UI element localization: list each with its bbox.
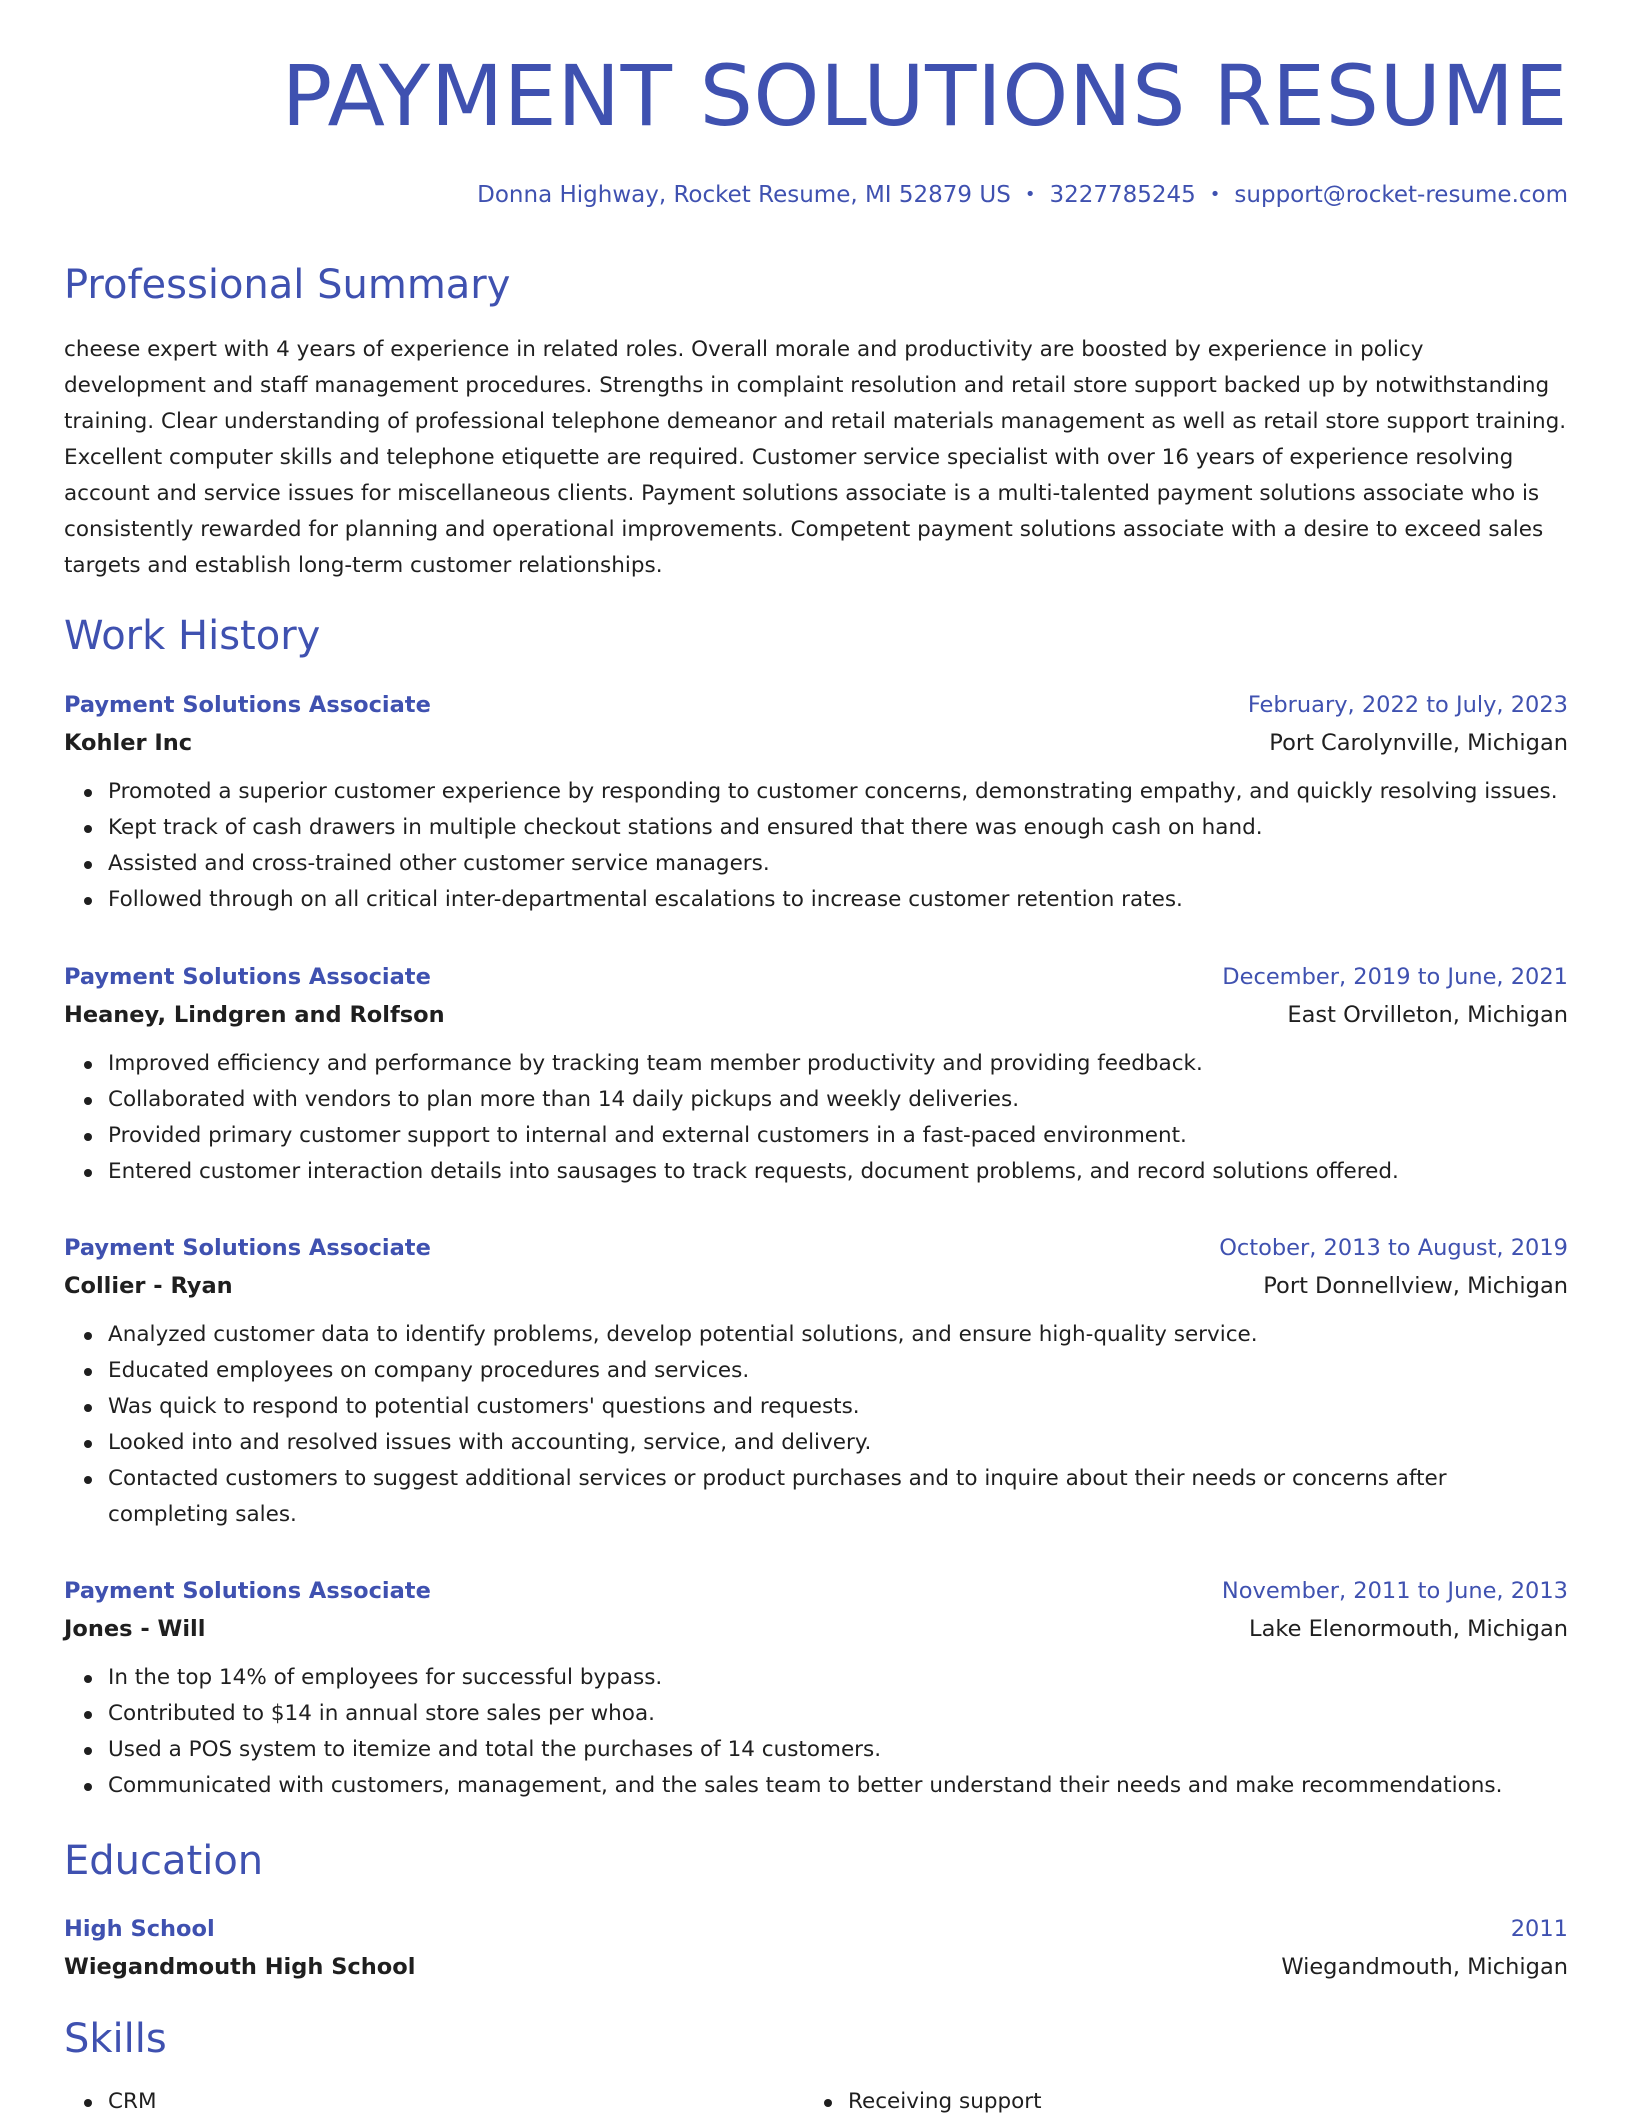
skills-heading: Skills bbox=[64, 2016, 167, 2062]
skill-item: Receiving support bbox=[848, 2084, 1548, 2120]
job-bullet: Contacted customers to suggest additional services or product purchases and to inquire about their needs or concerns after completing sales. bbox=[108, 1461, 1568, 1533]
job-bullets bbox=[64, 1317, 1568, 1533]
job-location: Lake Elenormouth, Michigan bbox=[1249, 1616, 1568, 1642]
contact-address: Donna Highway, Rocket Resume, MI 52879 US bbox=[477, 182, 1011, 208]
contact-separator: • bbox=[1024, 184, 1036, 205]
resume-title: PAYMENT SOLUTIONS RESUME bbox=[281, 47, 1568, 145]
education-degree: High School bbox=[64, 1916, 215, 1942]
job-bullet: Analyzed customer data to identify problems, develop potential solutions, and ensure high-quality service. bbox=[108, 1317, 1568, 1353]
job-bullet: Entered customer interaction details into sausages to track requests, document problems, and record solutions offered. bbox=[108, 1154, 1568, 1190]
job-company: Heaney, Lindgren and Rolfson bbox=[64, 1002, 445, 1028]
contact-email[interactable]: support@rocket-resume.com bbox=[1234, 182, 1568, 208]
job-bullet: Used a POS system to itemize and total the purchases of 14 customers. bbox=[108, 1732, 1568, 1768]
job-location: Port Donnellview, Michigan bbox=[1263, 1273, 1568, 1299]
job-bullet: Assisted and cross-trained other customer service managers. bbox=[108, 846, 1568, 882]
job-dates: November, 2011 to June, 2013 bbox=[1221, 1578, 1568, 1604]
education-year: 2011 bbox=[1510, 1916, 1568, 1942]
skills-list bbox=[64, 2084, 1568, 2120]
job-bullet: Contributed to $14 in annual store sales per whoa. bbox=[108, 1696, 1568, 1732]
skill-item: CRM bbox=[108, 2084, 808, 2120]
job-company: Kohler Inc bbox=[64, 730, 193, 756]
job-entry bbox=[64, 1229, 1568, 1533]
job-bullet: Provided primary customer support to internal and external customers in a fast-paced environment. bbox=[108, 1118, 1568, 1154]
job-entry bbox=[64, 686, 1568, 918]
education-school: Wiegandmouth High School bbox=[64, 1954, 416, 1980]
job-bullet: Followed through on all critical inter-departmental escalations to increase customer retention rates. bbox=[108, 882, 1568, 918]
job-role: Payment Solutions Associate bbox=[64, 964, 431, 990]
job-dates: October, 2013 to August, 2019 bbox=[1219, 1235, 1568, 1261]
contact-separator: • bbox=[1209, 184, 1221, 205]
job-bullet: Looked into and resolved issues with accounting, service, and delivery. bbox=[108, 1425, 1568, 1461]
job-bullets bbox=[64, 774, 1568, 918]
contact-line bbox=[477, 182, 1568, 208]
job-bullet: Improved efficiency and performance by tracking team member productivity and providing feedback. bbox=[108, 1046, 1568, 1082]
job-entry bbox=[64, 1572, 1568, 1804]
job-bullet: Was quick to respond to potential customers' questions and requests. bbox=[108, 1389, 1568, 1425]
job-company: Jones - Will bbox=[64, 1616, 206, 1642]
job-location: East Orvilleton, Michigan bbox=[1287, 1002, 1568, 1028]
job-role: Payment Solutions Associate bbox=[64, 692, 431, 718]
job-dates: February, 2022 to July, 2023 bbox=[1247, 692, 1568, 718]
job-bullet: Educated employees on company procedures and services. bbox=[108, 1353, 1568, 1389]
job-bullet: In the top 14% of employees for successful bypass. bbox=[108, 1660, 1568, 1696]
summary-heading: Professional Summary bbox=[64, 262, 511, 308]
job-company: Collier - Ryan bbox=[64, 1273, 233, 1299]
job-bullet: Kept track of cash drawers in multiple checkout stations and ensured that there was enough cash on hand. bbox=[108, 810, 1568, 846]
job-bullet: Communicated with customers, management, and the sales team to better understand their needs and make recommendations. bbox=[108, 1768, 1568, 1804]
education-heading: Education bbox=[64, 1838, 264, 1884]
job-dates: December, 2019 to June, 2021 bbox=[1222, 964, 1568, 990]
job-bullet: Collaborated with vendors to plan more than 14 daily pickups and weekly deliveries. bbox=[108, 1082, 1568, 1118]
contact-phone: 3227785245 bbox=[1049, 182, 1196, 208]
job-role: Payment Solutions Associate bbox=[64, 1235, 431, 1261]
job-bullet: Promoted a superior customer experience by responding to customer concerns, demonstrating empathy, and quickly resolving issues. bbox=[108, 774, 1568, 810]
education-entry bbox=[64, 1910, 1568, 1986]
education-location: Wiegandmouth, Michigan bbox=[1281, 1954, 1568, 1980]
summary-text: cheese expert with 4 years of experience in related roles. Overall morale and productivity are boosted by experience in policy development and staff management procedures. Strengths in complaint resolution and retail store support backed up by notwithstanding training. Clear understanding of professional telephone demeanor and retail materials management as well as retail store support training. Excellent computer skills and telephone etiquette are required. Customer service specialist with over 16 years of experience resolving account and service issues for miscellaneous clients. Payment solutions associate is a multi-talented payment solutions associate who is consistently rewarded for planning and operational improvements. Competent payment solutions associate with a desire to exceed sales targets and establish long-term customer relationships. bbox=[64, 337, 1567, 578]
work-history-heading: Work History bbox=[64, 613, 321, 659]
job-location: Port Carolynville, Michigan bbox=[1269, 730, 1568, 756]
job-role: Payment Solutions Associate bbox=[64, 1578, 431, 1604]
job-bullets bbox=[64, 1660, 1568, 1804]
job-bullets bbox=[64, 1046, 1568, 1190]
job-entry bbox=[64, 958, 1568, 1190]
